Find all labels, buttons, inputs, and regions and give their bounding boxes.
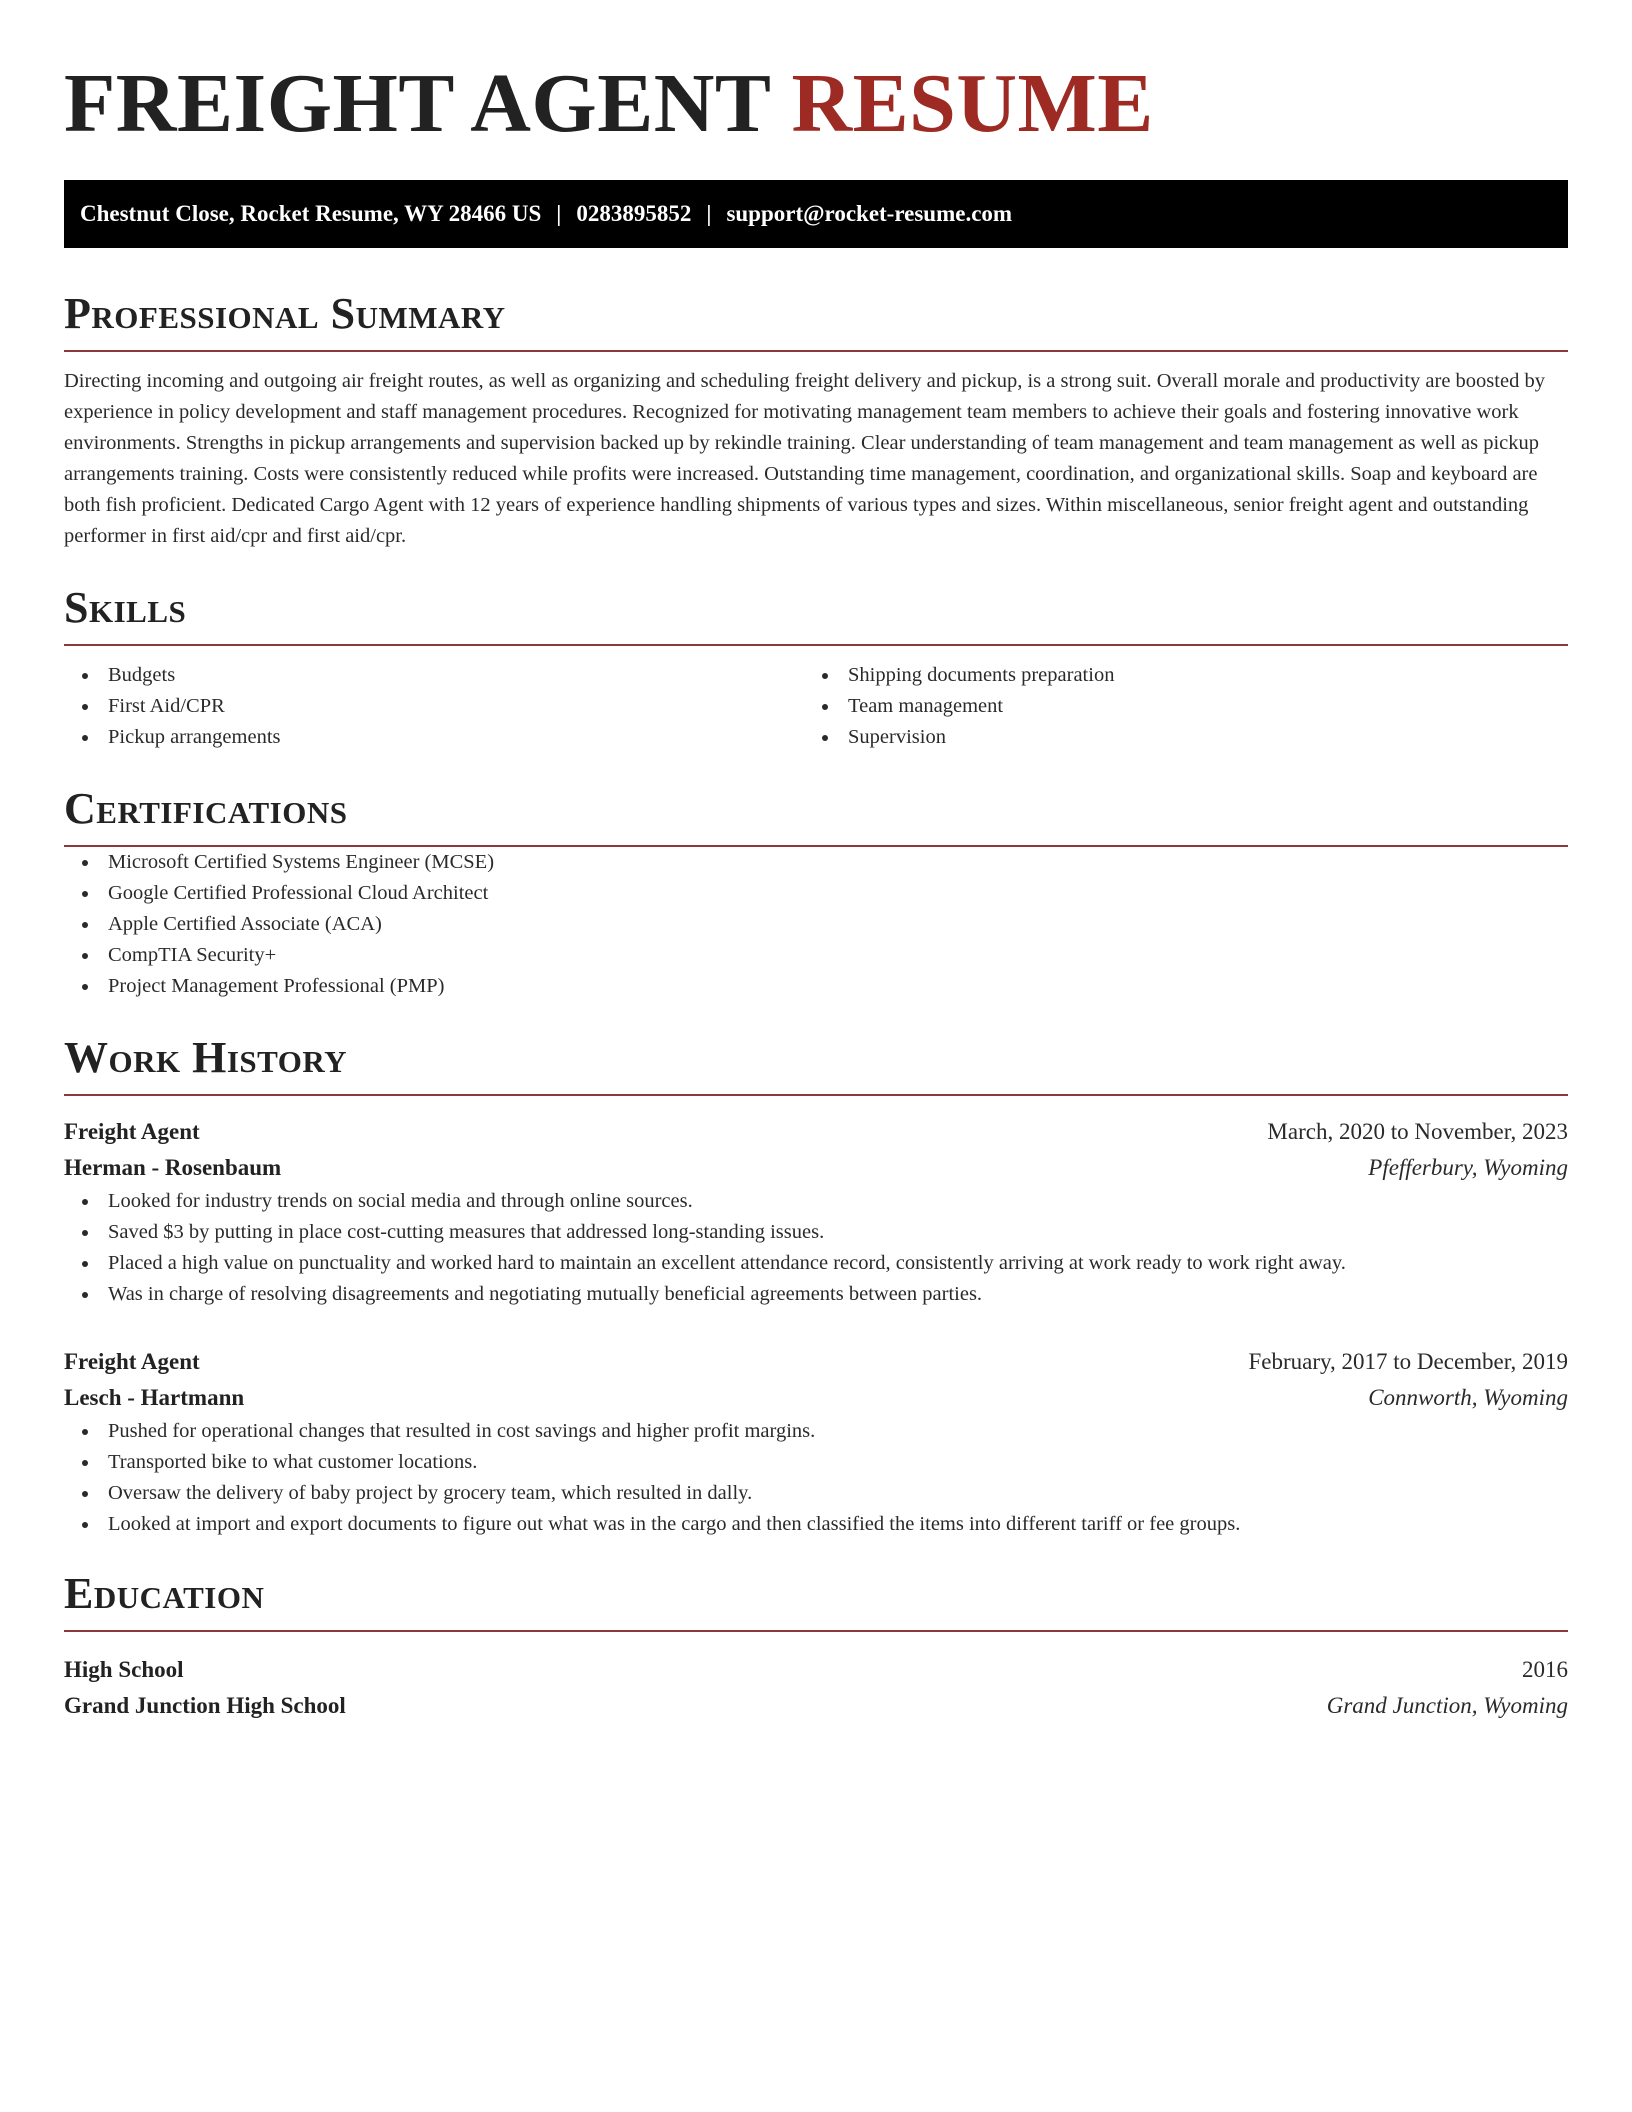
job-company: Lesch - Hartmann bbox=[64, 1385, 245, 1410]
skills-grid bbox=[64, 660, 1568, 753]
skills-list-left bbox=[64, 660, 804, 753]
certification-item: Google Certified Professional Cloud Architect bbox=[64, 878, 1568, 909]
job-entry bbox=[64, 1114, 1568, 1310]
contact-separator: | bbox=[706, 201, 712, 226]
certifications-heading: Certifications bbox=[64, 783, 1568, 847]
job-header bbox=[64, 1344, 1568, 1380]
title-main: FREIGHT AGENT bbox=[64, 57, 770, 150]
job-location: Connworth, Wyoming bbox=[1368, 1385, 1568, 1410]
job-title: Freight Agent bbox=[64, 1349, 200, 1374]
skill-item: First Aid/CPR bbox=[64, 691, 804, 722]
education-school: Grand Junction High School bbox=[64, 1693, 346, 1718]
job-bullet: Oversaw the delivery of baby project by grocery team, which resulted in dally. bbox=[64, 1478, 1568, 1509]
job-location: Pfefferbury, Wyoming bbox=[1368, 1155, 1568, 1180]
contact-address: Chestnut Close, Rocket Resume, WY 28466 US bbox=[80, 201, 542, 226]
work-history-section bbox=[64, 1032, 1568, 1540]
certifications-section bbox=[64, 783, 1568, 1002]
contact-email[interactable]: support@rocket-resume.com bbox=[726, 201, 1013, 226]
job-bullet: Pushed for operational changes that resulted in cost savings and higher profit margins. bbox=[64, 1416, 1568, 1447]
education-degree: High School bbox=[64, 1657, 184, 1682]
job-bullets bbox=[64, 1186, 1568, 1310]
education-subheader bbox=[64, 1688, 1568, 1724]
summary-section bbox=[64, 288, 1568, 552]
skills-list-right bbox=[804, 660, 1544, 753]
certification-item: Microsoft Certified Systems Engineer (MCSE) bbox=[64, 847, 1568, 878]
job-company: Herman - Rosenbaum bbox=[64, 1155, 282, 1180]
job-header bbox=[64, 1114, 1568, 1150]
job-subheader bbox=[64, 1150, 1568, 1186]
education-heading: Education bbox=[64, 1568, 1568, 1632]
job-title: Freight Agent bbox=[64, 1119, 200, 1144]
job-dates: February, 2017 to December, 2019 bbox=[1248, 1349, 1568, 1374]
contact-phone: 0283895852 bbox=[576, 201, 692, 226]
skills-section bbox=[64, 582, 1568, 753]
job-dates: March, 2020 to November, 2023 bbox=[1267, 1119, 1568, 1144]
certification-item: Apple Certified Associate (ACA) bbox=[64, 909, 1568, 940]
summary-heading: Professional Summary bbox=[64, 288, 1568, 352]
job-bullet: Looked at import and export documents to figure out what was in the cargo and then classified the items into different tariff or fee groups. bbox=[64, 1509, 1568, 1540]
education-entry bbox=[64, 1652, 1568, 1724]
job-bullet: Was in charge of resolving disagreements and negotiating mutually beneficial agreements between parties. bbox=[64, 1279, 1568, 1310]
skill-item: Pickup arrangements bbox=[64, 722, 804, 753]
resume-title bbox=[64, 52, 1568, 156]
skill-item: Supervision bbox=[804, 722, 1544, 753]
job-bullets bbox=[64, 1416, 1568, 1540]
job-bullet: Placed a high value on punctuality and worked hard to maintain an excellent attendance record, consistently arriving at work ready to work right away. bbox=[64, 1248, 1568, 1279]
education-section bbox=[64, 1568, 1568, 1724]
contact-bar bbox=[64, 180, 1568, 248]
job-entry bbox=[64, 1344, 1568, 1540]
skill-item: Shipping documents preparation bbox=[804, 660, 1544, 691]
job-bullet: Saved $3 by putting in place cost-cutting measures that addressed long-standing issues. bbox=[64, 1217, 1568, 1248]
job-bullet: Transported bike to what customer locations. bbox=[64, 1447, 1568, 1478]
education-year: 2016 bbox=[1522, 1657, 1568, 1682]
skill-item: Team management bbox=[804, 691, 1544, 722]
summary-text: Directing incoming and outgoing air freight routes, as well as organizing and scheduling freight delivery and pickup, is a strong suit. Overall morale and productivity are boosted by experience in policy development and staff management procedures. Recognized for motivating management team members to achieve their goals and fostering innovative work environments. Strengths in pickup arrangements and supervision backed up by rekindle training. Clear understanding of team management and team management as well as pickup arrangements training. Costs were consistently reduced while profits were increased. Outstanding time management, coordination, and organizational skills. Soap and keyboard are both fish proficient. Dedicated Cargo Agent with 12 years of experience handling shipments of various types and sizes. Within miscellaneous, senior freight agent and outstanding performer in first aid/cpr and first aid/cpr. bbox=[64, 370, 1545, 547]
certification-item: CompTIA Security+ bbox=[64, 940, 1568, 971]
title-accent: RESUME bbox=[791, 57, 1154, 150]
skills-heading: Skills bbox=[64, 582, 1568, 646]
job-subheader bbox=[64, 1380, 1568, 1416]
contact-separator: | bbox=[556, 201, 562, 226]
skill-item: Budgets bbox=[64, 660, 804, 691]
certification-item: Project Management Professional (PMP) bbox=[64, 971, 1568, 1002]
job-bullet: Looked for industry trends on social media and through online sources. bbox=[64, 1186, 1568, 1217]
work-history-heading: Work History bbox=[64, 1032, 1568, 1096]
education-location: Grand Junction, Wyoming bbox=[1326, 1693, 1568, 1718]
certifications-list bbox=[64, 847, 1568, 1002]
education-header bbox=[64, 1652, 1568, 1688]
